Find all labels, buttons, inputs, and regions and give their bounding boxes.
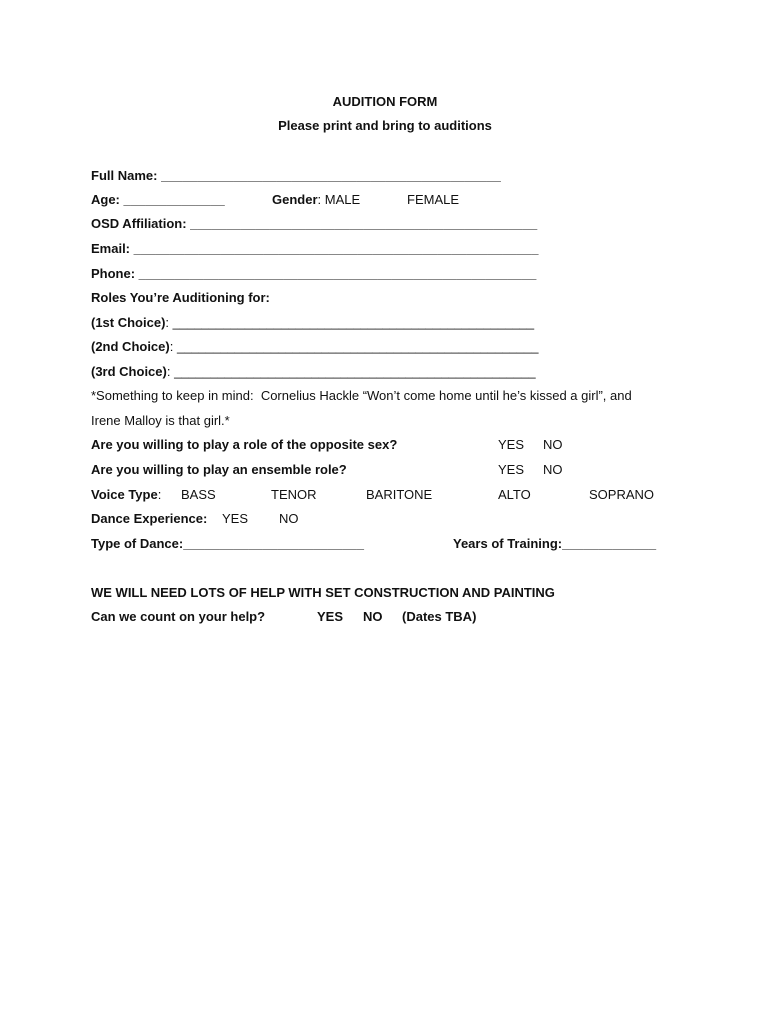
osd-affiliation-field[interactable]: OSD Affiliation: ________________________________________________ (91, 216, 538, 231)
help-question: Can we count on your help? (91, 609, 266, 624)
third-choice-label: (3rd Choice) (91, 364, 167, 379)
second-choice-blank[interactable]: : __________________________________________________ (169, 339, 539, 354)
help-heading: WE WILL NEED LOTS OF HELP WITH SET CONSTRUCTION AND PAINTING (91, 585, 555, 600)
first-choice-field[interactable] (91, 315, 534, 331)
gender-label: Gender (272, 192, 318, 207)
type-of-dance-field[interactable]: Type of Dance:_________________________ (91, 536, 364, 551)
page-title: AUDITION FORM (332, 94, 438, 109)
ensemble-yes[interactable]: YES (498, 462, 525, 477)
voice-type-label-text: Voice Type (91, 487, 158, 502)
voice-option-soprano[interactable]: SOPRANO (589, 487, 655, 502)
age-field[interactable]: Age: ______________ (91, 192, 225, 207)
voice-option-tenor[interactable]: TENOR (271, 487, 317, 502)
voice-option-alto[interactable]: ALTO (498, 487, 531, 502)
gender-row (272, 192, 360, 208)
note-line-2: Irene Malloy is that girl.* (91, 413, 230, 428)
gender-male-option[interactable]: : MALE (317, 192, 361, 207)
help-dates-note: (Dates TBA) (402, 609, 477, 624)
second-choice-label: (2nd Choice) (91, 339, 170, 354)
first-choice-label: (1st Choice) (91, 315, 166, 330)
third-choice-blank[interactable]: : __________________________________________________ (166, 364, 536, 379)
ensemble-question: Are you willing to play an ensemble role? (91, 462, 347, 477)
dance-experience-label: Dance Experience: (91, 511, 208, 526)
opposite-sex-no[interactable]: NO (543, 437, 563, 452)
note-line-1: *Something to keep in mind: Cornelius Hackle “Won’t come home until he’s kissed a girl”, and (91, 388, 632, 403)
dance-experience-yes[interactable]: YES (222, 511, 249, 526)
help-yes[interactable]: YES (317, 609, 344, 624)
third-choice-field[interactable] (91, 364, 536, 380)
voice-option-bass[interactable]: BASS (181, 487, 216, 502)
voice-type-label (91, 487, 161, 503)
opposite-sex-question: Are you willing to play a role of the opposite sex? (91, 437, 398, 452)
page-subtitle: Please print and bring to auditions (278, 118, 492, 133)
second-choice-field[interactable] (91, 339, 538, 355)
email-field[interactable]: Email: ________________________________________________________ (91, 241, 539, 256)
first-choice-blank[interactable]: : __________________________________________________ (165, 315, 535, 330)
roles-heading: Roles You’re Auditioning for: (91, 290, 270, 305)
opposite-sex-yes[interactable]: YES (498, 437, 525, 452)
dance-experience-no[interactable]: NO (279, 511, 299, 526)
phone-field[interactable]: Phone: _______________________________________________________ (91, 266, 537, 281)
voice-option-baritone[interactable]: BARITONE (366, 487, 433, 502)
voice-type-colon: : (157, 487, 162, 502)
years-of-training-field[interactable]: Years of Training:_____________ (453, 536, 657, 551)
help-no[interactable]: NO (363, 609, 383, 624)
ensemble-no[interactable]: NO (543, 462, 563, 477)
full-name-field[interactable]: Full Name: _______________________________________________ (91, 168, 501, 183)
gender-female-option[interactable]: FEMALE (407, 192, 460, 207)
